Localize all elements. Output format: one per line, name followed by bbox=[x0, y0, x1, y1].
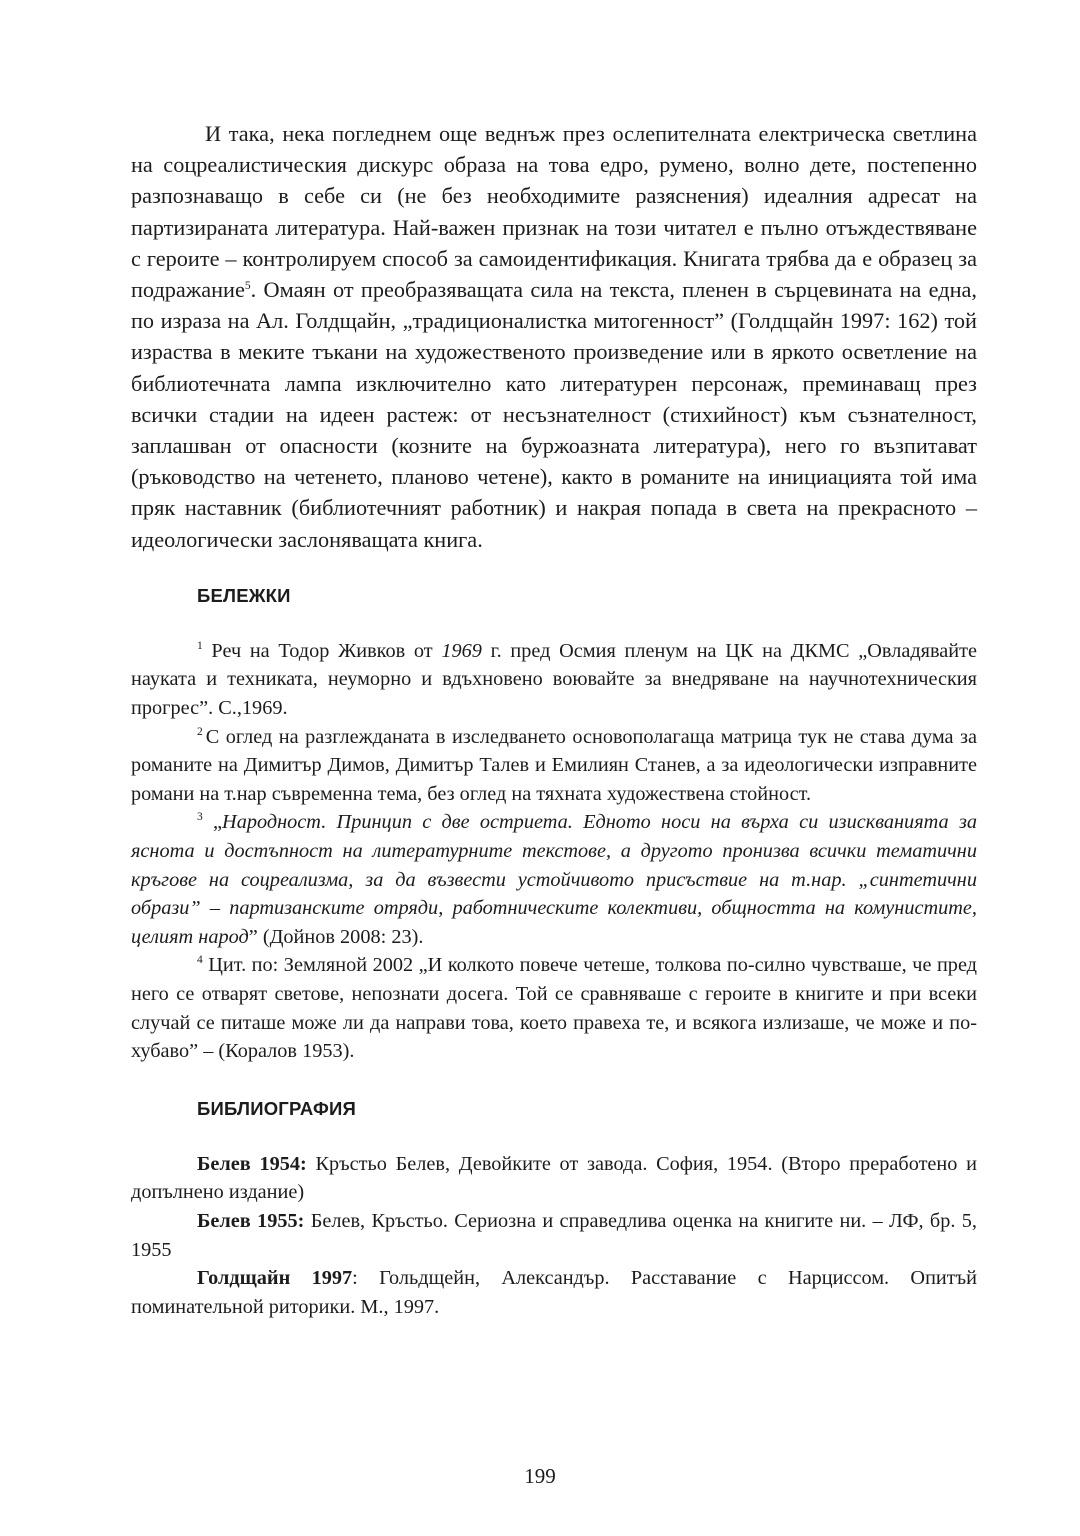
bib-entry-key: Белев 1955: bbox=[197, 1209, 305, 1232]
body-text-part1: И така, нека погледнем още веднъж през ослепителната електрическа светлина на соцреалистическия дискурс образа на това едро, румено, волно дете, постепенно разпознаващо в себе си (не без необходимите разяснения) идеалния адресат на партизираната литература. Най-важен признак на този читател е пълно отъждествяване с героите – контролируем способ за самоидентификация. Книгата трябва да е образец за подражание bbox=[131, 121, 977, 303]
note-3 bbox=[131, 808, 977, 951]
footnote-ref-5[interactable]: 5 bbox=[244, 280, 251, 293]
bib-entry bbox=[131, 1264, 977, 1321]
bib-entry-text: Белев, Кръстьо. Сериозна и справедлива оценка на книгите ни. – ЛФ, бр. 5, 1955 bbox=[131, 1209, 977, 1261]
bibliography-section bbox=[131, 1150, 977, 1322]
note-1-text-b: г. пред Осмия пленум на ЦК на ДКМС „Овладявайте науката и техниката, неуморно и вдъхновено воювайте за внедряване на научнотехническия прогрес”. С.,1969. bbox=[131, 639, 978, 720]
bib-entry-text: : Гольдщейн, Александър. Расставание с Нарциссом. Опитъй поминательной риторики. М., 1997. bbox=[131, 1267, 977, 1318]
note-1-year: 1969 bbox=[441, 639, 482, 662]
page-number: 199 bbox=[524, 1464, 556, 1488]
note-number: 3 bbox=[197, 811, 203, 824]
notes-section bbox=[131, 637, 977, 1066]
note-3-open-quote: „ bbox=[202, 811, 223, 834]
body-text-part2: . Омаян от преобразяващата сила на текста, пленен в сърцевината на една, по израза на Ал. Голдщайн, „традиционалистка митогенност” (Голдщайн 1997: 162) той израства в меките тъкани на художественото произведение или в яркото осветление на библиотечната лампа изключително като литературен персонаж, преминаващ през всички стадии на идеен растеж: от несъзнателност (стихийност) към съзнателност, заплашван от опасности (козните на буржоазната литература), него го възпитават (ръководство на четенето, планово четене), както в романите на инициацията той има пряк наставник (библиотечният работник) и накрая попада в света на прекрасното – идеологически заслоняващата книга. bbox=[131, 277, 977, 552]
note-number: 2 bbox=[197, 725, 203, 738]
bib-entry-key: Голдщайн 1997 bbox=[197, 1267, 353, 1290]
notes-heading: БЕЛЕЖКИ bbox=[197, 584, 291, 606]
body-paragraph bbox=[131, 118, 977, 555]
bib-entry bbox=[131, 1207, 977, 1264]
note-3-citation: ” (Дойнов 2008: 23). bbox=[248, 925, 424, 948]
page-content bbox=[131, 118, 977, 1321]
bib-entry-text: Кръстьо Белев, Девойките от завода. София, 1954. (Второ преработено и допълнено издание) bbox=[131, 1152, 977, 1204]
note-1 bbox=[131, 637, 977, 723]
note-2-text: С оглед на разглежданата в изследването основополагаща матрица тук не става дума за романите на Димитър Димов, Димитър Талев и Емилиян Станев, а за идеологически изправните романи на т.нар съвременна тема, без оглед на тяхната художествена стойност. bbox=[131, 725, 977, 805]
note-number: 1 bbox=[197, 639, 203, 652]
note-number: 4 bbox=[197, 954, 203, 967]
note-1-text-a: Реч на Тодор Живков от bbox=[202, 639, 442, 662]
note-4-text: Цит. по: Земляной 2002 „И колкото повече четеше, толкова по-силно чувстваше, че пред него се отварят светове, непознати досега. Той се сравняваше с героите в книгите и при всеки случай се питаше може ли да направи това, което правеха те, и всякога излизаше, че може и по-хубаво” – (Коралов 1953). bbox=[131, 954, 977, 1063]
note-2 bbox=[131, 723, 977, 809]
note-3-quote: Народност. Принцип с две остриета. Едното носи на върха си изискванията за яснота и достъпност на литературните текстове, а другото пронизва всички тематични кръгове на соцреализма, за да възвести устойчивото присъствие на т.нар. „синтетични образи” – партизанските отряди, работническите колективи, общността на комунистите, целият народ bbox=[131, 811, 978, 948]
note-4 bbox=[131, 951, 977, 1065]
bibliography-heading: БИБЛИОГРАФИЯ bbox=[197, 1097, 356, 1119]
bib-entry bbox=[131, 1150, 977, 1207]
bib-entry-key: Белев 1954: bbox=[197, 1152, 307, 1175]
